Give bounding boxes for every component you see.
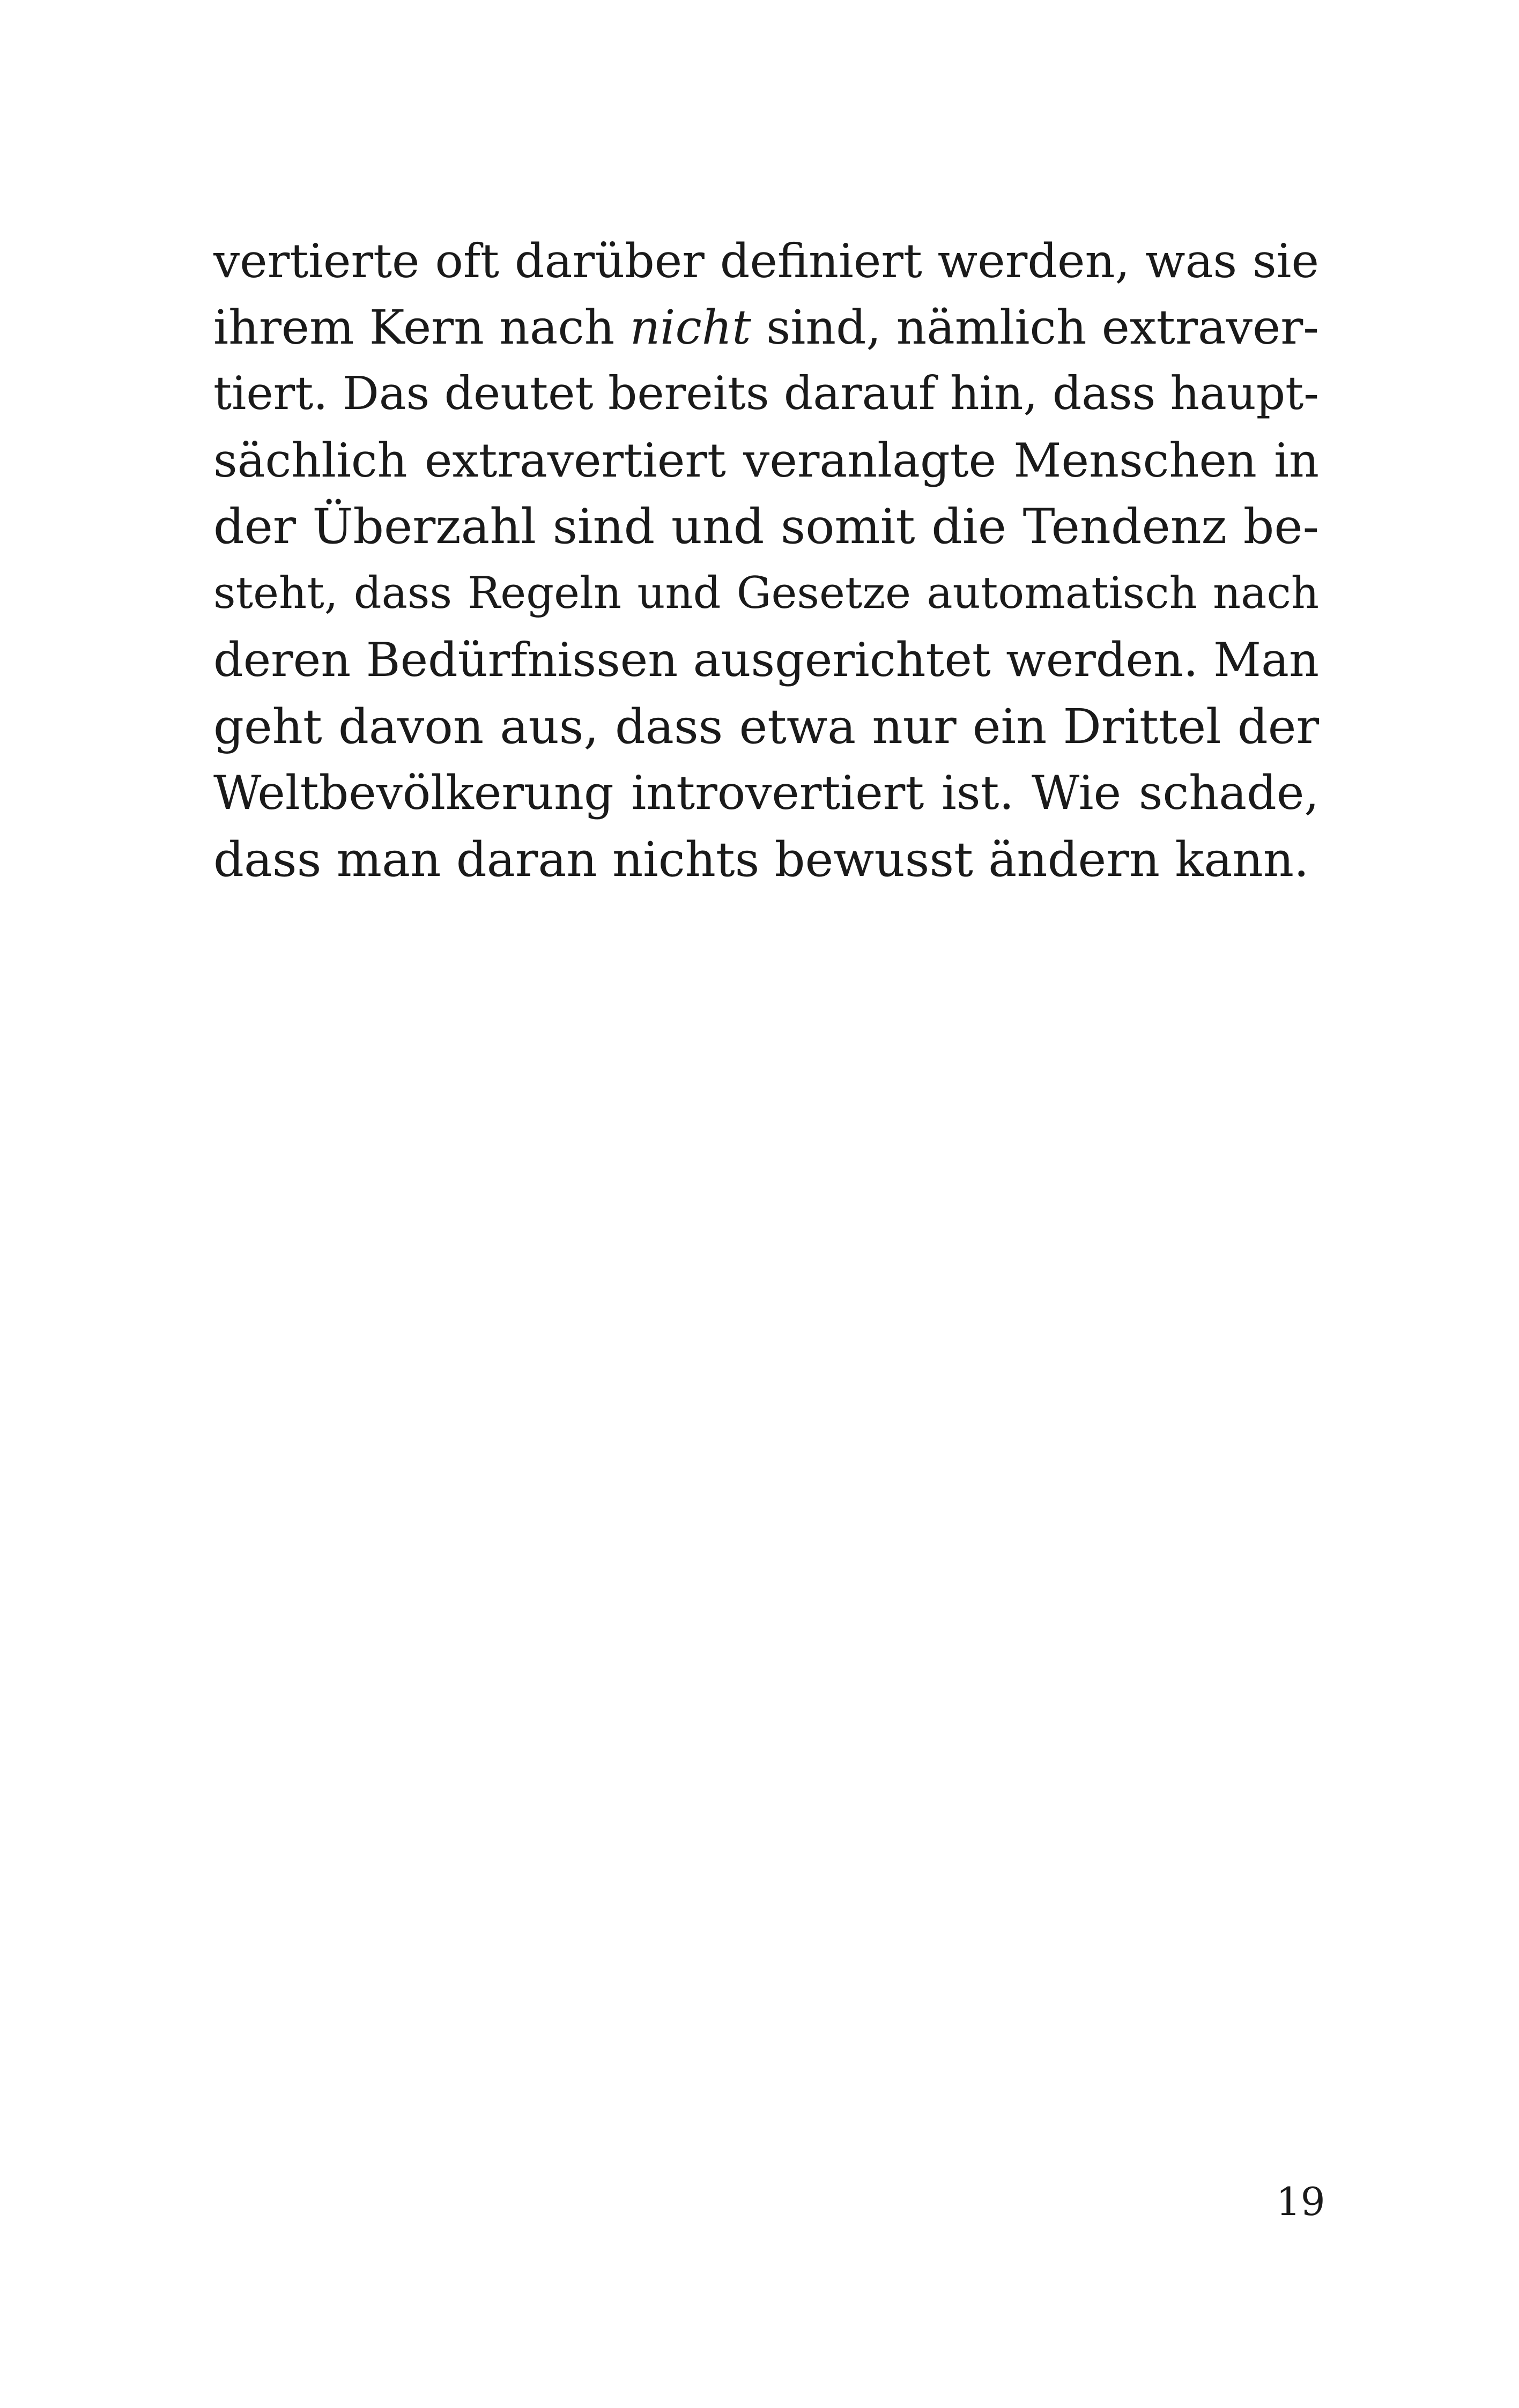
text-segment: deren Bedürfnissen ausgerichtet werden. Man <box>213 633 1319 687</box>
body-paragraph <box>213 228 1319 893</box>
text-segment: vertierte oft darüber definiert werden, was sie <box>213 234 1319 288</box>
text-line <box>213 627 1319 693</box>
text-segment: dass man daran nichts bewusst ändern kann. <box>213 831 1309 887</box>
text-segment: sind, nämlich extraver- <box>751 300 1319 355</box>
text-segment: ihrem Kern nach <box>213 300 630 355</box>
text-line <box>213 228 1319 294</box>
text-segment: der Überzahl sind und somit die Tendenz be- <box>213 499 1319 555</box>
text-segment: sächlich extravertiert veranlagte Menschen in <box>213 433 1319 488</box>
text-segment: steht, dass Regeln und Gesetze automatisch nach <box>213 568 1319 619</box>
text-line <box>213 427 1319 494</box>
text-line <box>213 494 1319 560</box>
text-line <box>213 693 1319 760</box>
text-segment: Weltbevölkerung introvertiert ist. Wie schade, <box>213 765 1319 820</box>
page-number: 19 <box>1276 2179 1325 2224</box>
text-line <box>213 760 1319 826</box>
text-line <box>213 294 1319 361</box>
text-line <box>213 826 1319 893</box>
text-line <box>213 361 1319 427</box>
text-segment: tiert. Das deutet bereits darauf hin, dass haupt- <box>213 367 1319 420</box>
emphasis-text: nicht <box>629 300 751 355</box>
text-line <box>213 560 1319 627</box>
text-segment: geht davon aus, dass etwa nur ein Drittel der <box>213 698 1319 754</box>
